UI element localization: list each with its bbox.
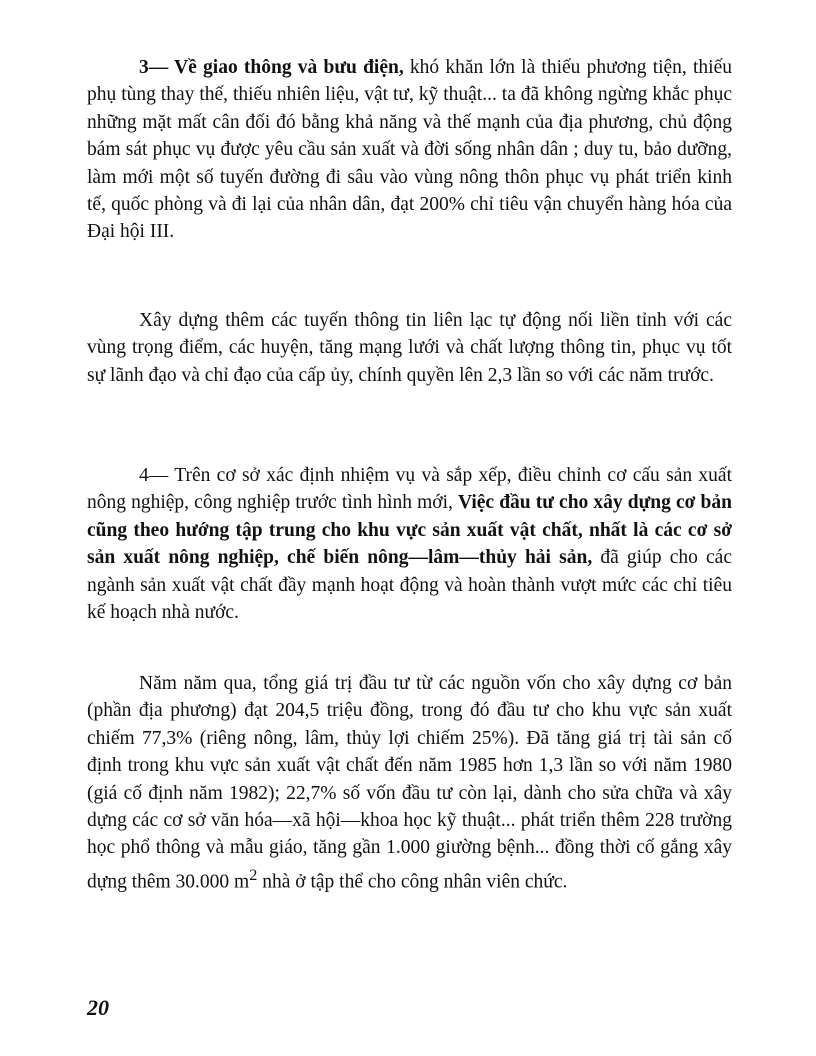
section-3-heading: 3— Về giao thông và bưu điện, [139,57,404,78]
section-4-paragraph-2 [87,670,732,896]
section-4-para2-text: Năm năm qua, tổng giá trị đầu tư từ các nguồn vốn cho xây dựng cơ bản (phần địa phương) đạt 204,5 triệu đồng, trong đó đầu tư cho khu vực sản xuất chiếm 77,3% (riêng nông, lâm, thủy lợi chiếm 25%). Đã tăng giá trị tài sản cố định trong khu vực sản xuất vật chất đến năm 1985 hơn 1,3 lần so với năm 1980 (giá cố định năm 1982); 22,7% số vốn đầu tư còn lại, dành cho sửa chữa và xây dựng các cơ sở văn hóa—xã hội—khoa học kỹ thuật... phát triển thêm 228 trường học phổ thông và mẫu giáo, tăng gần 1.000 giường bệnh... đồng thời cố gắng xây dựng thêm 30.000 m [87,673,732,893]
section-4-paragraph [87,462,732,626]
section-3-paragraph-2: Xây dựng thêm các tuyến thông tin liên lạc tự động nối liền tỉnh với các vùng trọng điểm, các huyện, tăng mạng lưới và chất lượng thông tin, phục vụ tốt sự lãnh đạo và chỉ đạo của cấp ủy, chính quyền lên 2,3 lần so với các năm trước. [87,310,732,386]
section-4-para2-end: nhà ở tập thể cho công nhân viên chức. [262,871,568,893]
section-4-body: đã giúp cho các ngành sản xuất vật chất đầy mạnh hoạt động và hoàn thành vượt mức các chỉ tiêu kế hoạch nhà nước. [87,547,732,624]
superscript-2: 2 [249,865,258,884]
section-3-paragraph [87,54,732,246]
page-number: 20 [87,995,109,1020]
section-4-heading: 4— Trên cơ sở xác định nhiệm vụ và sắp xếp, điều chỉnh cơ cấu sản xuất nông nghiệp, công nghiệp trước tình hình mới, [87,465,732,514]
section-3-body: khó khăn lớn là thiếu phương tiện, thiếu phụ tùng thay thế, thiếu nhiên liệu, vật tư, kỹ thuật... ta đã không ngừng khắc phục những mặt mất cân đối đó bằng khả năng và thế mạnh của địa phương, chủ động bám sát phục vụ được yêu cầu sản xuất và đời sống nhân dân ; duy tu, bảo dưỡng, làm mới một số tuyến đường đi sâu vào vùng nông thôn phục vụ phát triển kinh tế, quốc phòng và đi lại của nhân dân, đạt 200% chỉ tiêu vận chuyển hàng hóa của Đại hội III. [87,57,732,243]
section-4-bold-text: Việc đầu tư cho xây dựng cơ bản cũng theo hướng tập trung cho khu vực sản xuất vật chất, nhất là các cơ sở sản xuất nông nghiệp, chế biến nông—lâm—thủy hải sản, [87,492,732,569]
